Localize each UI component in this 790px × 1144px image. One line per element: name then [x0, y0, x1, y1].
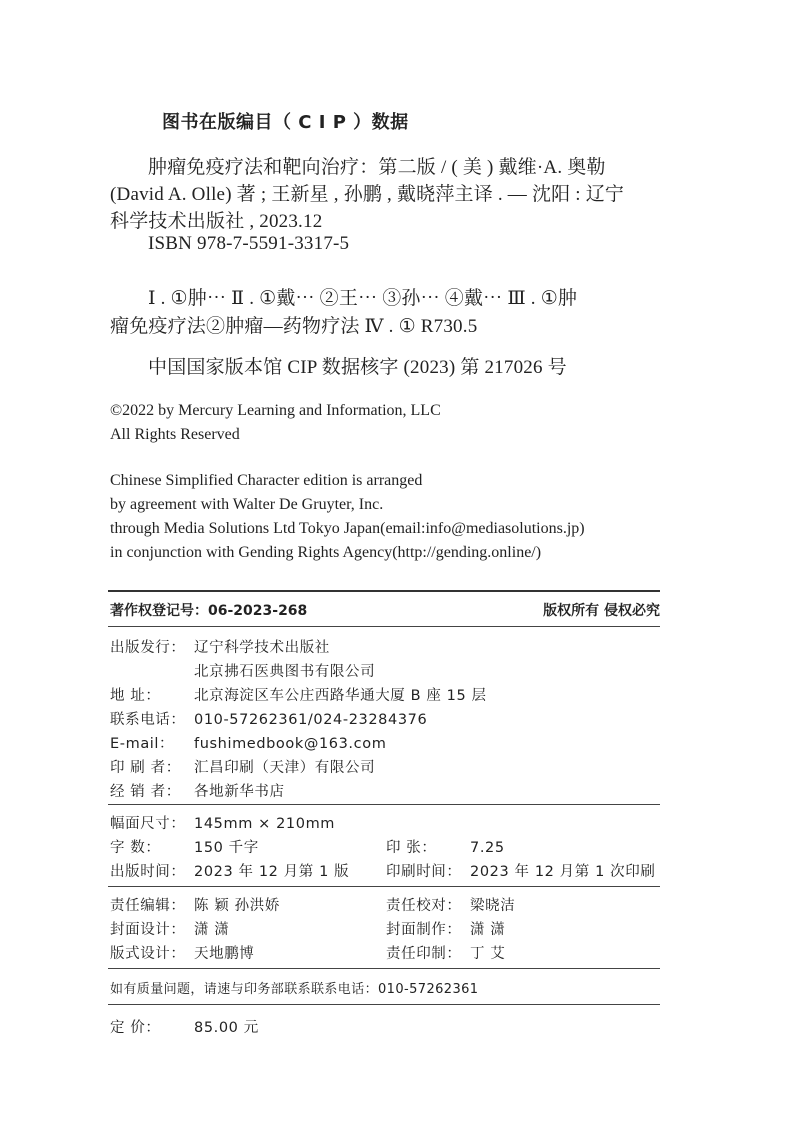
publisher-label: 出版发行：: [110, 640, 186, 656]
phone-label: 联系电话：: [110, 712, 186, 728]
price-label: 定 价：: [110, 1020, 161, 1036]
copyright-line-1: ©2022 by Mercury Learning and Information, LLC: [110, 402, 441, 419]
editor-label: 责任编辑：: [110, 898, 186, 914]
cip-isbn: ISBN 978-7-5591-3317-5: [148, 233, 350, 254]
divider: [108, 968, 660, 969]
print-date-row: [386, 860, 655, 881]
price-row: [110, 1016, 259, 1037]
divider: [108, 626, 660, 627]
email-label: E-mail：: [110, 736, 175, 752]
proofreader-value: 梁晓洁: [470, 898, 516, 914]
divider: [108, 1004, 660, 1005]
cip-classification-line-2: 瘤免疫疗法②肿瘤—药物疗法 Ⅳ . ① R730.5: [110, 316, 478, 337]
divider: [108, 590, 660, 592]
cip-classification-line-1: Ⅰ . ①肿⋯ Ⅱ . ①戴⋯ ②王⋯ ③孙⋯ ④戴⋯ Ⅲ . ①肿: [148, 288, 578, 309]
address-row: [110, 684, 487, 705]
cover-production-row: [386, 918, 505, 939]
layout-design-label: 版式设计：: [110, 946, 186, 962]
quality-contact-note: 如有质量问题，请速与印务部联系联系电话：010-57262361: [110, 982, 479, 997]
cover-design-label: 封面设计：: [110, 922, 186, 938]
layout-design-row: [110, 942, 254, 963]
rights-reserved-notice: 版权所有 侵权必究: [543, 603, 660, 619]
printer-row: [110, 756, 375, 777]
layout-design-value: 天地鹏博: [194, 946, 255, 962]
cover-design-row: [110, 918, 229, 939]
copyright-line-2: All Rights Reserved: [110, 426, 240, 443]
co-publisher-value: 北京拂石医典图书有限公司: [194, 664, 376, 680]
email-row: [110, 732, 386, 753]
print-sheets-value: 7.25: [470, 840, 505, 856]
editor-value: 陈 颖 孙洪娇: [194, 898, 280, 914]
cip-citation-line-2: (David A. Olle) 著 ; 王新星 , 孙鹏 , 戴晓萍主译 . — 沈阳 : 辽宁: [110, 184, 625, 205]
word-count-row: [110, 836, 259, 857]
format-size-row: [110, 812, 335, 833]
word-count-label: 字 数：: [110, 840, 161, 856]
cip-record-number: 中国国家版本馆 CIP 数据核字 (2023) 第 217026 号: [148, 357, 567, 378]
edition-note-line-3: through Media Solutions Ltd Tokyo Japan(email:info@mediasolutions.jp): [110, 520, 585, 537]
edition-note-line-1: Chinese Simplified Character edition is arranged: [110, 472, 423, 489]
distributor-row: [110, 780, 285, 801]
distributor-label: 经 销 者：: [110, 784, 181, 800]
cip-heading: 图书在版编目（ C I P ）数据: [162, 112, 409, 133]
proofreader-row: [386, 894, 515, 915]
copyright-registration-number: 著作权登记号：06-2023-268: [110, 603, 308, 619]
print-date-value: 2023 年 12 月第 1 次印刷: [470, 864, 656, 880]
format-size-label: 幅面尺寸：: [110, 816, 186, 832]
divider: [108, 886, 660, 887]
print-supervisor-label: 责任印制：: [386, 946, 462, 962]
cip-citation-line-1: 肿瘤免疫疗法和靶向治疗：第二版 / ( 美 ) 戴维·A. 奥勒: [148, 157, 606, 178]
cover-production-label: 封面制作：: [386, 922, 462, 938]
printer-value: 汇昌印刷（天津）有限公司: [194, 760, 376, 776]
edition-note-line-4: in conjunction with Gending Rights Agency(http://gending.online/): [110, 544, 542, 561]
publisher-value: 辽宁科学技术出版社: [194, 640, 330, 656]
proofreader-label: 责任校对：: [386, 898, 462, 914]
distributor-value: 各地新华书店: [194, 784, 285, 800]
cip-citation-line-3: 科学技术出版社 , 2023.12: [110, 211, 323, 232]
publisher-row-2: [110, 660, 375, 681]
editor-row: [110, 894, 280, 915]
print-date-label: 印刷时间：: [386, 864, 462, 880]
publisher-row: [110, 636, 330, 657]
format-size-value: 145mm × 210mm: [194, 816, 336, 832]
cover-production-value: 潇 潇: [470, 922, 506, 938]
cover-design-value: 潇 潇: [194, 922, 230, 938]
publish-date-value: 2023 年 12 月第 1 版: [194, 864, 350, 880]
edition-note-line-2: by agreement with Walter De Gruyter, Inc.: [110, 496, 384, 513]
word-count-value: 150 千字: [194, 840, 259, 856]
address-label: 地 址：: [110, 688, 161, 704]
print-sheets-row: [386, 836, 505, 857]
price-value: 85.00 元: [194, 1020, 259, 1036]
publish-date-row: [110, 860, 349, 881]
divider: [108, 804, 660, 805]
print-supervisor-row: [386, 942, 505, 963]
address-value: 北京海淀区车公庄西路华通大厦 B 座 15 层: [194, 688, 487, 704]
printer-label: 印 刷 者：: [110, 760, 181, 776]
publish-date-label: 出版时间：: [110, 864, 186, 880]
email-value: fushimedbook@163.com: [194, 736, 387, 752]
phone-value: 010-57262361/024-23284376: [194, 712, 428, 728]
print-supervisor-value: 丁 艾: [470, 946, 506, 962]
print-sheets-label: 印 张：: [386, 840, 437, 856]
phone-row: [110, 708, 427, 729]
